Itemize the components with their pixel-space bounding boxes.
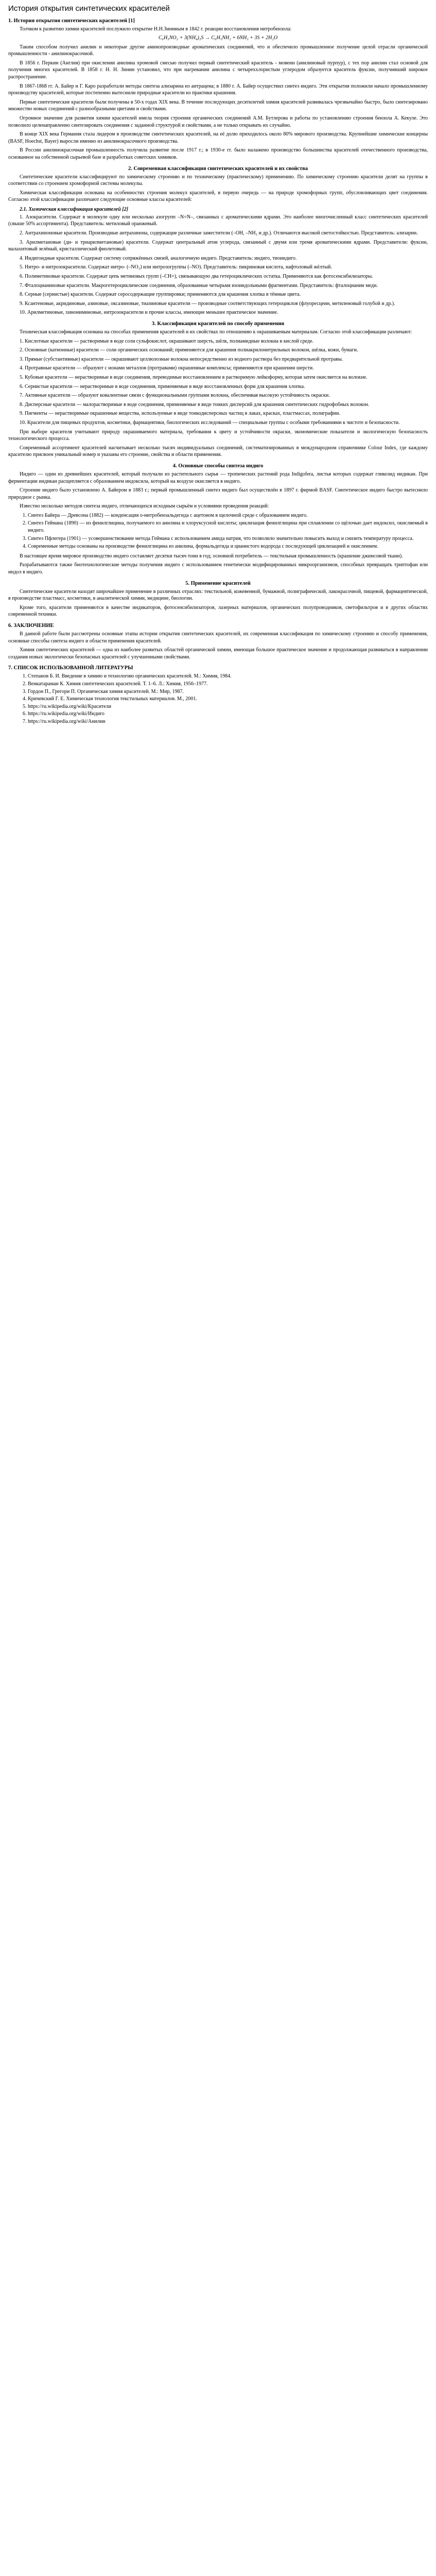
paragraph: Разрабатываются также биотехнологические методы получения индиго с использованием генетически модифицированных микроорганизмов, способных превращать триптофан или индол в индиго. [8,562,428,575]
list-item: 4. Индигоидные красители. Содержат систему сопряжённых связей, аналогичную индиго. Представитель: индиго, тиоиндиго. [20,255,297,261]
paragraph: При выборе красителя учитывают природу окрашиваемого материала, требования к цвету и устойчивости окраски, экономические показатели и экологическую безопасность технологического процесса. [8,429,428,442]
list-item: 7. Активные красители — образуют ковалентные связи с функциональными группами волокна, обеспечивая высокую устойчивость окраски. [20,393,330,399]
paragraph: Толчком к развитию химии красителей послужило открытие Н.Н.Зининым в 1842 г. реакции восстановления нитробензола: [20,26,292,32]
bibliography-item: 2. Венкатараман К. Химия синтетических красителей. Т. 1–6. Л.: Химия, 1956–1977. [28,681,428,688]
section-heading-history: 1. История открытия синтетических красителей [1] [8,18,135,24]
section-heading-classification: 2. Современная классификация синтетических красителей и их свойства [128,165,308,172]
paragraph: Кроме того, красители применяются в качестве индикаторов, фотосенсибилизаторов, лазерных материалов, органических полупроводников, светофильтров и в других областях современной техники. [8,604,428,618]
list-item: 1. Кислотные красители — растворимые в воде соли сульфокислот, окрашивают шерсть, шёлк, полиамидные волокна в кислой среде. [20,338,313,344]
section-heading-bibliography: 7. СПИСОК ИСПОЛЬЗОВАННОЙ ЛИТЕРАТУРЫ [8,665,133,671]
list-item: 5. Нитро- и нитрозокрасители. Содержат нитро- (–NO₂) или нитрозогруппы (–NO). Представитель: пикриновая кислота, нафтоловый жёлтый. [20,264,332,270]
list-item: 10. Красители для пищевых продуктов, косметики, фармацевтики, биологических исследований — специальные группы с особыми требованиями к чистоте и безопасности. [20,419,400,426]
paragraph: Синтетические красители находят широчайшее применение в различных отраслях: текстильной, кожевенной, бумажной, полиграфической, лакокрасочной, пищевой, фармацевтической, в производстве пластмасс, косметики, в аналитической химии, медицине, биологии. [8,588,428,602]
paragraph: Строение индиго было установлено А. Байером в 1883 г.; первый промышленный синтез индиго был осуществлён в 1897 г. фирмой BASF. Синтетическое индиго быстро вытеснило природное с рынка. [8,487,428,500]
reaction-formula: C₆H₅NO₂ + 3(NH₄)₂S → C₆H₅NH₂ + 6NH₃ + 3S + 2H₂O [158,35,278,41]
list-item: 10. Арилметиновые, хинониминовые, нитрозокрасители и прочие классы, имеющие меньшее практическое значение. [20,310,278,316]
document-page [0,0,436,740]
paragraph: Современный ассортимент красителей насчитывает несколько тысяч индивидуальных соединений, систематизированных в международном справочнике Colour Index, где каждому красителю присвоен уникальный номер и указаны его строение, свойства и области применения. [8,445,428,458]
bibliography-link[interactable]: 5. https://ru.wikipedia.org/wiki/Красители [28,703,428,710]
list-item: 3. Арилметановые (ди- и триарилметановые) красители. Содержат центральный атом углерода, связанный с двумя или тремя ароматическими ядрами. Представители: фуксин, малахитовый зелёный, кристаллический фиолетовый. [8,239,428,252]
list-item: 4. Протравные красители — образуют с ионами металлов (протравами) окрашенные комплексы; применяются при крашении шерсти. [20,365,314,371]
paragraph: Известно несколько методов синтеза индиго, отличающихся исходным сырьём и условиями проведения реакций: [20,503,269,510]
paragraph: Техническая классификация основана на способах применения красителей и их свойствах по отношению к окрашиваемым материалам. Согласно этой классификации различают: [20,329,412,335]
subsection-heading-chemical: 2.1. Химическая классификация красителей [2] [20,206,128,212]
bibliography-list [8,673,428,725]
list-item: 2. Основные (катионные) красители — соли органических оснований; применяются для крашения полиакрилонитрильных волокон, шёлка, кожи, бумаги. [20,347,358,353]
paragraph: В настоящее время мировое производство индиго составляет десятки тысяч тонн в год; основной потребитель — текстильная промышленность (крашение джинсовой ткани). [20,553,403,559]
list-item: 6. Полиметиновые красители. Содержат цепь метиновых групп (–CH=), связывающую два гетероциклических остатка. Применяются как фотосенсибилизаторы. [20,274,373,280]
list-item: 6. Сернистые красители — нерастворимые в воде соединения, применяемые в виде восстановленных форм для крашения хлопка. [20,383,305,389]
bibliography-link[interactable]: 7. https://ru.wikipedia.org/wiki/Анилин [28,718,428,725]
list-item: 2. Синтез Геймана (1890) — из фенилглицина, получаемого из анилина и хлоруксусной кислоты; циклизация фенилглицина при сплавлении со щёлочью дает индоксил, окисляемый в индиго. [28,520,428,534]
bibliography-item: 3. Гордон П., Грегори П. Органическая химия красителей. М.: Мир, 1987. [28,688,428,696]
paragraph: Химия синтетических красителей — одна из наиболее развитых областей органической химии, имеющая большое практическое значение и продолжающая развиваться в направлении создания новых экологически безопасных красителей с улучшенными свойствами. [8,647,428,660]
paragraph: В 1856 г. Перкин (Англия) при окислении анилина хромовой смесью получил первый синтетический краситель - мовеин (анилиновый пурпур), с тех пор анилин стал основой для получения многих красителей. В 1858 г. Н. Н. Зинин установил, что при нагревании анилина с четыреххлористым углеродом образуется краситель фуксин, получивший широкое распространение. [8,60,428,80]
list-item: 9. Ксантеновые, акридиновые, азиновые, оксазиновые, тиазиновые красители — производные соответствующих гетероциклов (флуоресцеин, метиленовый голубой и др.). [20,300,395,307]
synthesis-methods-list [8,512,428,550]
paragraph: Химическая классификация основана на особенностях строения молекул красителей, в первую очередь — на природе хромофорных групп, обусловливающих цвет соединения. Согласно этой классификации различают следующие основные классы красителей: [8,190,428,203]
list-item: 2. Антрахиноновые красители. Производные антрахинона, содержащие различные заместители (–OH, –NH₂ и др.). Отличаются высокой светостойкостью. Представитель: ализарин. [20,230,418,236]
section-heading-technical: 3. Классификация красителей по способу применения [151,321,285,327]
list-item: 1. Синтез Байера — Древсона (1882) — конденсация о-нитробензальдегида с ацетоном в щелочной среде с образованием индиго. [28,512,428,519]
list-item: 5. Кубовые красители — нерастворимые в воде соединения, переводимые восстановлением в растворимую лейкоформу, которая затем окисляется на волокне. [20,374,368,380]
paragraph: В конце XIX века Германия стала лидером в производстве синтетических красителей, на её долю приходилось около 80% мирового производства. Крупнейшие химические концерны (BASF, Hoechst, Bayer) выросли именно из анилинокрасочного производства. [8,131,428,144]
list-item: 4. Современные методы основаны на производстве фенилглицина из анилина, формальдегида и цианистого водорода с последующей циклизацией и окислением. [28,543,428,550]
paragraph: В данной работе были рассмотрены основные этапы истории открытия синтетических красителей, их современная классификация по химическому строению и способу применения, основные способы синтеза индиго и области применения красителей. [8,631,428,644]
list-item: 3. Прямые (субстантивные) красители — окрашивают целлюлозные волокна непосредственно из водного раствора без предварительной протравы. [20,356,343,362]
bibliography-item: 4. Кричевский Г. Е. Химическая технология текстильных материалов. М., 2001. [28,696,428,703]
list-item: 9. Пигменты — нерастворимые окрашенные вещества, используемые в виде тонкодисперсных частиц в лаках, красках, пластмассах, полиграфии. [20,411,340,417]
bibliography-item: 1. Степанов Б. И. Введение в химию и технологию органических красителей. М.: Химия, 1984. [28,673,428,680]
paragraph: Первые синтетические красители были получены в 50-х годах XIX века. В течение последующих десятилетий химия красителей развивалась чрезвычайно быстро, было синтезировано множество новых соединений с разнообразными цветами и свойствами. [8,99,428,112]
list-item: 7. Фталоцианиновые красители. Макрогетероциклические соединения, образованные четырьмя изоиндольными фрагментами. Представитель: фталоцианин меди. [20,282,378,289]
list-item: 8. Дисперсные красители — малорастворимые в воде соединения, применяемые в виде тонких дисперсий для крашения синтетических гидрофобных волокон. [20,401,370,408]
bibliography-link[interactable]: 6. https://ru.wikipedia.org/wiki/Индиго [28,710,428,718]
list-item: 3. Синтез Пфлегера (1901) — усовершенствование метода Геймана с использованием амида натрия, что позволило значительно повысить выход и снизить температуру процесса. [28,535,428,543]
paragraph: В 1867-1868 гг. А. Байер и Г. Каро разработали методы синтеза ализарина из антрацена; в 1880 г. А. Байер осуществил синтез индиго. Эти открытия положили начало промышленному производству красителей, которые постепенно вытеснили природные красители из практики крашения. [8,83,428,96]
paragraph: Огромное значение для развития химии красителей имела теория строения органических соединений А.М. Бутлерова и работы по установлению строения бензола А. Кекуле. Это позволило целенаправленно синтезировать соединения с заданной структурой и свойствами, а не только открывать их случайно. [8,115,428,128]
document-title: История открытия синтетических красителей [8,4,170,13]
section-heading-conclusion: 6. ЗАКЛЮЧЕНИЕ [8,623,54,629]
paragraph: Индиго — один из древнейших красителей, который получали из растительного сырья — тропических растений рода Indigofera, листья которых содержат гликозид индикан. При ферментации индикан расщепляется с образованием индоксила, который на воздухе окисляется в индиго. [8,471,428,484]
section-heading-application: 5. Применение красителей [185,580,251,586]
paragraph: Синтетические красители классифицируют по химическому строению и по техническому (практическому) применению. По химическому строению красители делят на группы в соответствии со строением хромофорной системы молекулы. [8,174,428,187]
section-heading-synthesis: 4. Основные способы синтеза индиго [172,463,264,469]
paragraph: Таким способом получил анилин и некоторые другие аминопроизводные ароматических соединений, что и обеспечило промышленное получение целой отрасли органической промышленности - анилинокрасочной. [8,44,428,57]
list-item: 8. Серные (сернистые) красители. Содержат серосодержащие группировки; применяются для крашения хлопка в тёмные цвета. [20,292,301,298]
list-item: 1. Азокрасители. Содержат в молекуле одну или несколько азогрупп –N=N–, связанных с ароматическими ядрами. Это наиболее многочисленный класс синтетических красителей (свыше 50% ассортимента). Представитель: метиловый оранжевый. [8,214,428,227]
paragraph: В России анилинокрасочная промышленность получила развитие после 1917 г.; в 1930-е гг. было налажено производство большинства красителей отечественного производства, основанное на собственной сырьевой базе и разработках советских химиков. [8,147,428,160]
